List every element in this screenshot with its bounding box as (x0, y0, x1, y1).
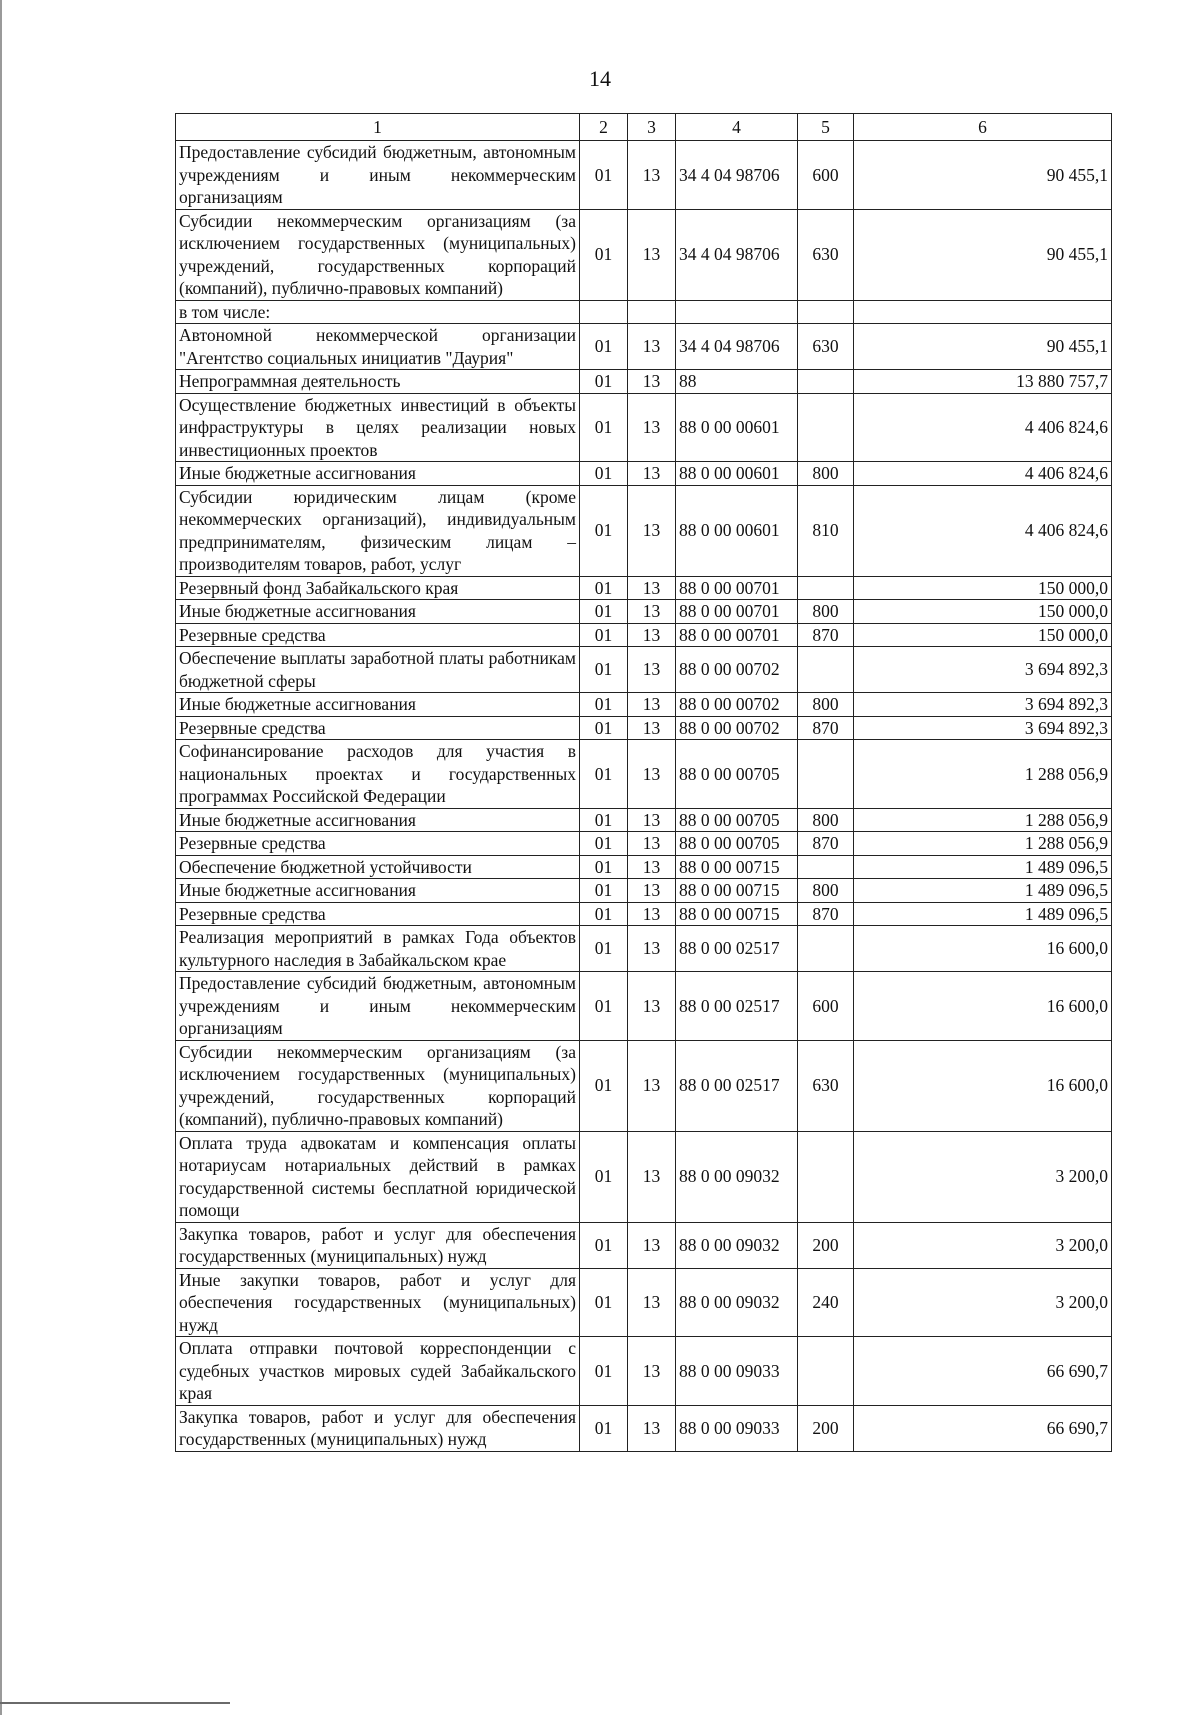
table-row (176, 832, 1112, 856)
table-row (176, 485, 1112, 576)
subsection-code-cell: 13 (628, 1337, 676, 1406)
amount-cell: 3 694 892,3 (854, 716, 1112, 740)
subsection-code-cell: 13 (628, 1131, 676, 1222)
table-row (176, 972, 1112, 1041)
subsection-code-cell: 13 (628, 972, 676, 1041)
table-row (176, 855, 1112, 879)
target-article-cell (676, 300, 798, 324)
target-article-cell: 88 0 00 00601 (676, 462, 798, 486)
section-code-cell: 01 (580, 647, 628, 693)
subsection-code-cell: 13 (628, 926, 676, 972)
row-name-cell: Предоставление субсидий бюджетным, автономным учреждениям и иным некоммерческим организациям (176, 972, 580, 1041)
subsection-code-cell: 13 (628, 855, 676, 879)
section-code-cell: 01 (580, 1337, 628, 1406)
row-name-cell: Резервный фонд Забайкальского края (176, 576, 580, 600)
table-row (176, 1131, 1112, 1222)
expense-type-cell: 800 (798, 462, 854, 486)
subsection-code-cell: 13 (628, 879, 676, 903)
amount-cell: 66 690,7 (854, 1405, 1112, 1451)
table-row (176, 623, 1112, 647)
section-code-cell: 01 (580, 716, 628, 740)
row-name-cell: Автономной некоммерческой организации "Агентство социальных инициатив "Даурия" (176, 324, 580, 370)
subsection-code-cell: 13 (628, 370, 676, 394)
expense-type-cell: 800 (798, 879, 854, 903)
table-row (176, 1405, 1112, 1451)
amount-cell: 150 000,0 (854, 576, 1112, 600)
row-name-cell: Непрограммная деятельность (176, 370, 580, 394)
amount-cell: 3 694 892,3 (854, 693, 1112, 717)
expense-type-cell (798, 576, 854, 600)
subsection-code-cell: 13 (628, 600, 676, 624)
expense-type-cell: 810 (798, 485, 854, 576)
section-code-cell: 01 (580, 600, 628, 624)
amount-cell: 150 000,0 (854, 623, 1112, 647)
row-name-cell: Субсидии юридическим лицам (кроме некоммерческих организаций), индивидуальным предпринимателям, физическим лицам – производителям товаров, работ, услуг (176, 485, 580, 576)
amount-cell: 1 489 096,5 (854, 855, 1112, 879)
subsection-code-cell: 13 (628, 209, 676, 300)
target-article-cell: 88 0 00 00702 (676, 647, 798, 693)
amount-cell: 3 200,0 (854, 1268, 1112, 1337)
section-code-cell (580, 300, 628, 324)
table-row (176, 879, 1112, 903)
amount-cell: 3 200,0 (854, 1222, 1112, 1268)
subsection-code-cell: 13 (628, 1040, 676, 1131)
subsection-code-cell: 13 (628, 324, 676, 370)
amount-cell: 1 489 096,5 (854, 902, 1112, 926)
subsection-code-cell: 13 (628, 647, 676, 693)
amount-cell: 16 600,0 (854, 1040, 1112, 1131)
section-code-cell: 01 (580, 902, 628, 926)
amount-cell: 3 200,0 (854, 1131, 1112, 1222)
target-article-cell: 88 0 00 02517 (676, 926, 798, 972)
target-article-cell: 88 0 00 02517 (676, 972, 798, 1041)
expense-type-cell (798, 855, 854, 879)
row-name-cell: Закупка товаров, работ и услуг для обеспечения государственных (муниципальных) нужд (176, 1222, 580, 1268)
target-article-cell: 88 (676, 370, 798, 394)
table-row (176, 1040, 1112, 1131)
row-name-cell: в том числе: (176, 300, 580, 324)
row-name-cell: Резервные средства (176, 832, 580, 856)
target-article-cell: 88 0 00 00701 (676, 576, 798, 600)
section-code-cell: 01 (580, 623, 628, 647)
section-code-cell: 01 (580, 370, 628, 394)
row-name-cell: Иные закупки товаров, работ и услуг для обеспечения государственных (муниципальных) нужд (176, 1268, 580, 1337)
section-code-cell: 01 (580, 808, 628, 832)
amount-cell: 4 406 824,6 (854, 462, 1112, 486)
target-article-cell: 88 0 00 09033 (676, 1405, 798, 1451)
subsection-code-cell: 13 (628, 1268, 676, 1337)
expense-type-cell: 200 (798, 1405, 854, 1451)
amount-cell: 16 600,0 (854, 926, 1112, 972)
subsection-code-cell: 13 (628, 1405, 676, 1451)
amount-cell: 13 880 757,7 (854, 370, 1112, 394)
target-article-cell: 34 4 04 98706 (676, 141, 798, 210)
table-row (176, 902, 1112, 926)
section-code-cell: 01 (580, 693, 628, 717)
amount-cell: 90 455,1 (854, 209, 1112, 300)
budget-table (175, 113, 1112, 1452)
expense-type-cell (798, 393, 854, 462)
scan-bottom-line (0, 1702, 230, 1704)
subsection-code-cell: 13 (628, 693, 676, 717)
subsection-code-cell: 13 (628, 623, 676, 647)
table-row (176, 1337, 1112, 1406)
row-name-cell: Субсидии некоммерческим организациям (за исключением государственных (муниципальных) учреждений, государственных корпораций (компаний), публично-правовых компаний) (176, 1040, 580, 1131)
subsection-code-cell: 13 (628, 832, 676, 856)
expense-type-cell (798, 926, 854, 972)
target-article-cell: 34 4 04 98706 (676, 324, 798, 370)
target-article-cell: 88 0 00 00705 (676, 832, 798, 856)
amount-cell: 4 406 824,6 (854, 393, 1112, 462)
table-body (176, 141, 1112, 1452)
row-name-cell: Резервные средства (176, 716, 580, 740)
table-row (176, 324, 1112, 370)
subsection-code-cell: 13 (628, 485, 676, 576)
target-article-cell: 88 0 00 00715 (676, 902, 798, 926)
section-code-cell: 01 (580, 485, 628, 576)
section-code-cell: 01 (580, 832, 628, 856)
row-name-cell: Обеспечение бюджетной устойчивости (176, 855, 580, 879)
target-article-cell: 34 4 04 98706 (676, 209, 798, 300)
expense-type-cell (798, 1131, 854, 1222)
target-article-cell: 88 0 00 00705 (676, 808, 798, 832)
expense-type-cell (798, 370, 854, 394)
expense-type-cell: 600 (798, 141, 854, 210)
row-name-cell: Резервные средства (176, 902, 580, 926)
row-name-cell: Оплата отправки почтовой корреспонденции с судебных участков мировых судей Забайкальского края (176, 1337, 580, 1406)
expense-type-cell: 630 (798, 209, 854, 300)
expense-type-cell: 200 (798, 1222, 854, 1268)
expense-type-cell (798, 300, 854, 324)
table-row (176, 370, 1112, 394)
subsection-code-cell: 13 (628, 393, 676, 462)
amount-cell: 16 600,0 (854, 972, 1112, 1041)
amount-cell: 4 406 824,6 (854, 485, 1112, 576)
amount-cell: 3 694 892,3 (854, 647, 1112, 693)
table-row (176, 693, 1112, 717)
subsection-code-cell: 13 (628, 141, 676, 210)
section-code-cell: 01 (580, 972, 628, 1041)
target-article-cell: 88 0 00 00705 (676, 740, 798, 809)
expense-type-cell: 870 (798, 902, 854, 926)
subsection-code-cell: 13 (628, 1222, 676, 1268)
row-name-cell: Обеспечение выплаты заработной платы работникам бюджетной сферы (176, 647, 580, 693)
expense-type-cell: 870 (798, 716, 854, 740)
table-row (176, 300, 1112, 324)
target-article-cell: 88 0 00 09032 (676, 1131, 798, 1222)
section-code-cell: 01 (580, 1040, 628, 1131)
table-row (176, 1222, 1112, 1268)
section-code-cell: 01 (580, 855, 628, 879)
target-article-cell: 88 0 00 09033 (676, 1337, 798, 1406)
expense-type-cell: 630 (798, 1040, 854, 1131)
table-row (176, 393, 1112, 462)
table-header-row (176, 114, 1112, 141)
row-name-cell: Оплата труда адвокатам и компенсация оплаты нотариусам нотариальных действий в рамках государственной системы бесплатной юридической помощи (176, 1131, 580, 1222)
amount-cell: 1 288 056,9 (854, 832, 1112, 856)
subsection-code-cell: 13 (628, 576, 676, 600)
subsection-code-cell (628, 300, 676, 324)
expense-type-cell: 870 (798, 623, 854, 647)
row-name-cell: Иные бюджетные ассигнования (176, 600, 580, 624)
target-article-cell: 88 0 00 00702 (676, 693, 798, 717)
page-number: 14 (589, 66, 611, 91)
expense-type-cell: 600 (798, 972, 854, 1041)
section-code-cell: 01 (580, 1268, 628, 1337)
section-code-cell: 01 (580, 1405, 628, 1451)
section-code-cell: 01 (580, 1131, 628, 1222)
col-header-6: 6 (854, 114, 1112, 141)
amount-cell: 1 288 056,9 (854, 740, 1112, 809)
col-header-3: 3 (628, 114, 676, 141)
expense-type-cell: 800 (798, 600, 854, 624)
section-code-cell: 01 (580, 462, 628, 486)
section-code-cell: 01 (580, 1222, 628, 1268)
table-row (176, 1268, 1112, 1337)
row-name-cell: Субсидии некоммерческим организациям (за исключением государственных (муниципальных) учреждений, государственных корпораций (компаний), публично-правовых компаний) (176, 209, 580, 300)
amount-cell: 90 455,1 (854, 324, 1112, 370)
amount-cell: 150 000,0 (854, 600, 1112, 624)
row-name-cell: Иные бюджетные ассигнования (176, 879, 580, 903)
expense-type-cell: 240 (798, 1268, 854, 1337)
target-article-cell: 88 0 00 00701 (676, 623, 798, 647)
target-article-cell: 88 0 00 02517 (676, 1040, 798, 1131)
table-row (176, 462, 1112, 486)
table-row (176, 647, 1112, 693)
row-name-cell: Осуществление бюджетных инвестиций в объекты инфраструктуры в целях реализации новых инвестиционных проектов (176, 393, 580, 462)
table-row (176, 716, 1112, 740)
target-article-cell: 88 0 00 00715 (676, 879, 798, 903)
row-name-cell: Закупка товаров, работ и услуг для обеспечения государственных (муниципальных) нужд (176, 1405, 580, 1451)
row-name-cell: Реализация мероприятий в рамках Года объектов культурного наследия в Забайкальском крае (176, 926, 580, 972)
subsection-code-cell: 13 (628, 902, 676, 926)
expense-type-cell: 800 (798, 693, 854, 717)
target-article-cell: 88 0 00 09032 (676, 1222, 798, 1268)
scan-edge-line (0, 0, 2, 1715)
table-row (176, 576, 1112, 600)
section-code-cell: 01 (580, 879, 628, 903)
table-row (176, 141, 1112, 210)
section-code-cell: 01 (580, 141, 628, 210)
subsection-code-cell: 13 (628, 462, 676, 486)
expense-type-cell (798, 647, 854, 693)
section-code-cell: 01 (580, 740, 628, 809)
section-code-cell: 01 (580, 324, 628, 370)
target-article-cell: 88 0 00 09032 (676, 1268, 798, 1337)
expense-type-cell: 630 (798, 324, 854, 370)
col-header-2: 2 (580, 114, 628, 141)
expense-type-cell (798, 1337, 854, 1406)
table-row (176, 600, 1112, 624)
row-name-cell: Софинансирование расходов для участия в национальных проектах и государственных программах Российской Федерации (176, 740, 580, 809)
amount-cell: 1 288 056,9 (854, 808, 1112, 832)
section-code-cell: 01 (580, 576, 628, 600)
target-article-cell: 88 0 00 00601 (676, 485, 798, 576)
subsection-code-cell: 13 (628, 740, 676, 809)
row-name-cell: Предоставление субсидий бюджетным, автономным учреждениям и иным некоммерческим организациям (176, 141, 580, 210)
section-code-cell: 01 (580, 926, 628, 972)
subsection-code-cell: 13 (628, 716, 676, 740)
subsection-code-cell: 13 (628, 808, 676, 832)
amount-cell: 66 690,7 (854, 1337, 1112, 1406)
section-code-cell: 01 (580, 393, 628, 462)
col-header-1: 1 (176, 114, 580, 141)
expense-type-cell: 800 (798, 808, 854, 832)
col-header-4: 4 (676, 114, 798, 141)
table-row (176, 740, 1112, 809)
expense-type-cell (798, 740, 854, 809)
row-name-cell: Иные бюджетные ассигнования (176, 462, 580, 486)
row-name-cell: Иные бюджетные ассигнования (176, 808, 580, 832)
amount-cell (854, 300, 1112, 324)
target-article-cell: 88 0 00 00701 (676, 600, 798, 624)
target-article-cell: 88 0 00 00601 (676, 393, 798, 462)
target-article-cell: 88 0 00 00702 (676, 716, 798, 740)
row-name-cell: Иные бюджетные ассигнования (176, 693, 580, 717)
table-row (176, 926, 1112, 972)
amount-cell: 1 489 096,5 (854, 879, 1112, 903)
table-row (176, 808, 1112, 832)
amount-cell: 90 455,1 (854, 141, 1112, 210)
row-name-cell: Резервные средства (176, 623, 580, 647)
col-header-5: 5 (798, 114, 854, 141)
table-row (176, 209, 1112, 300)
target-article-cell: 88 0 00 00715 (676, 855, 798, 879)
expense-type-cell: 870 (798, 832, 854, 856)
section-code-cell: 01 (580, 209, 628, 300)
